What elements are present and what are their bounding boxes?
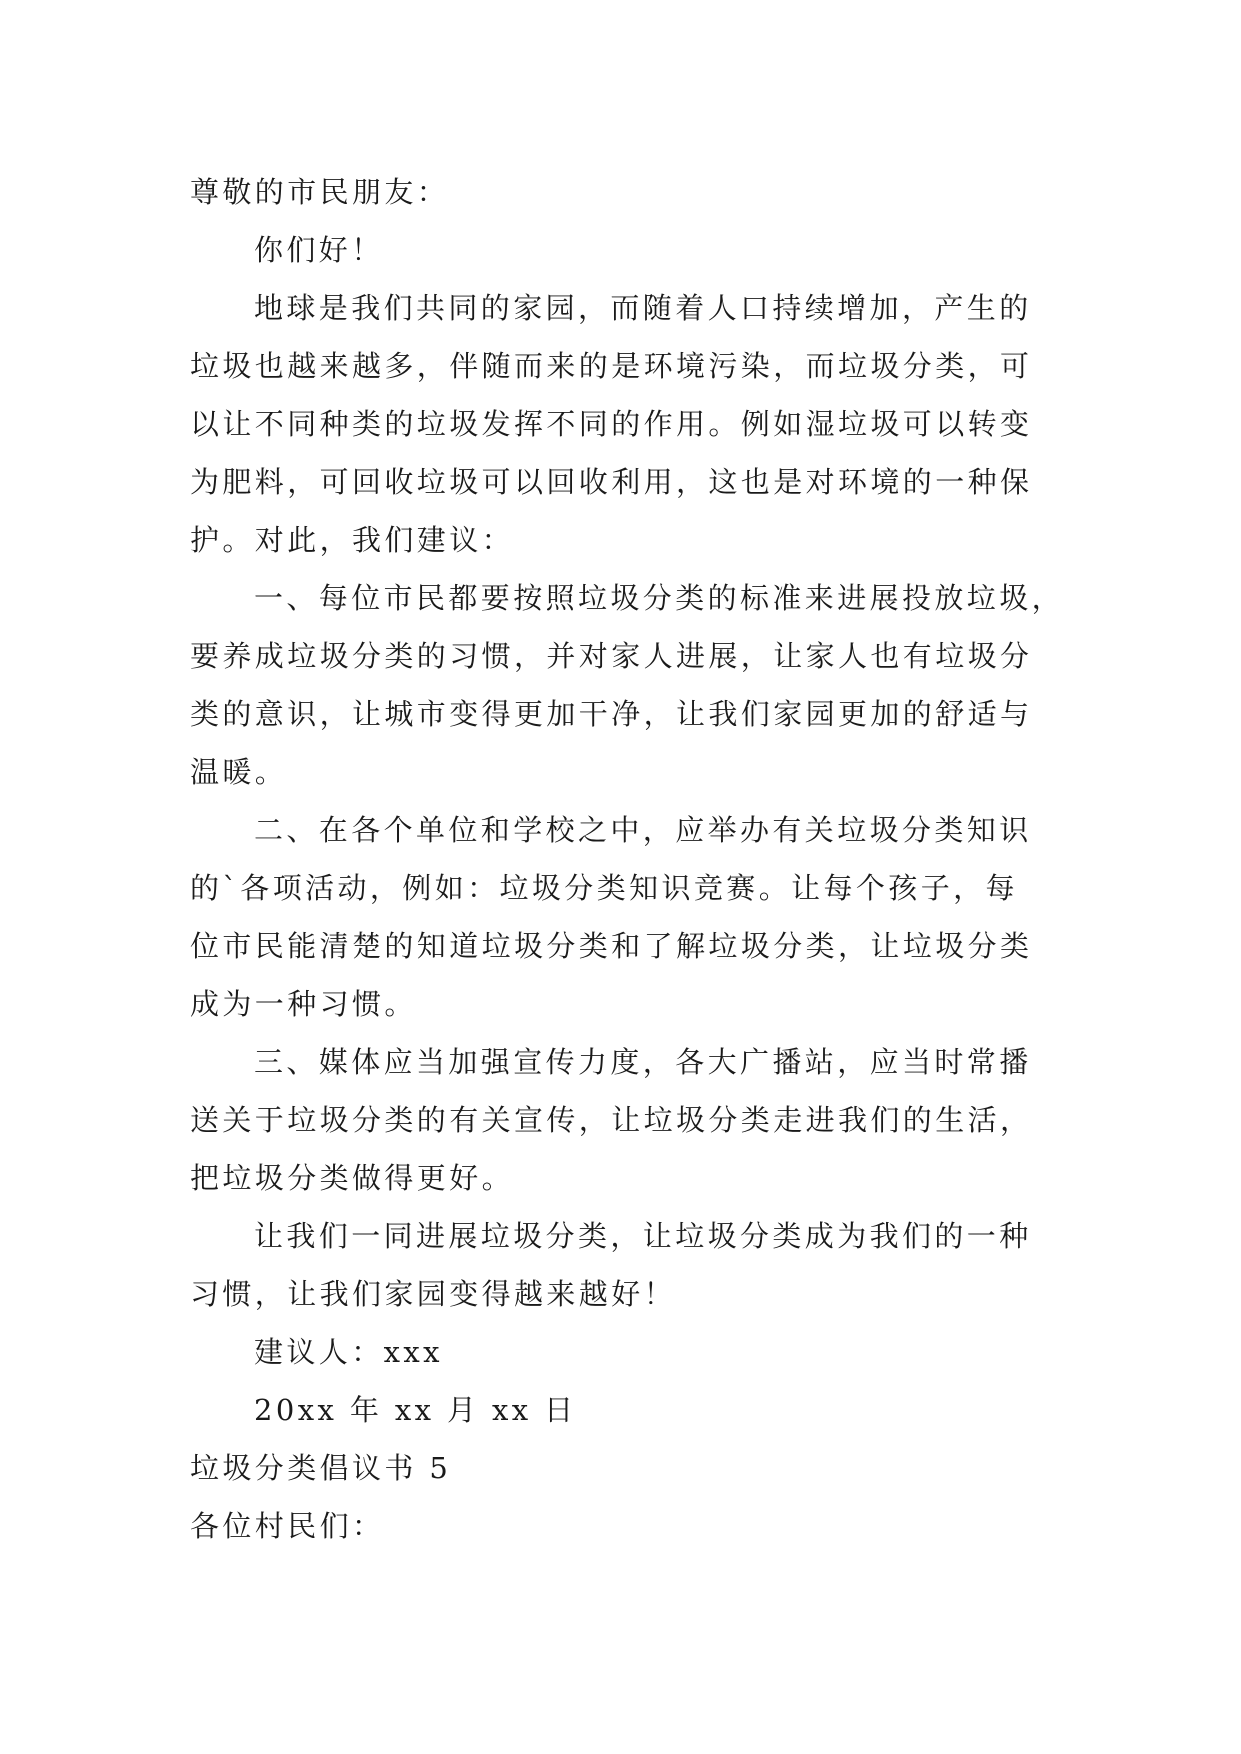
paragraph-suggestion-1 bbox=[190, 569, 1065, 801]
paragraph-line: 位市民能清楚的知道垃圾分类和了解垃圾分类，让垃圾分类 bbox=[190, 929, 1033, 963]
paragraph-line: 让我们一同进展垃圾分类，让垃圾分类成为我们的一种 bbox=[254, 1219, 1032, 1253]
paragraph-line: 为肥料，可回收垃圾可以回收利用，这也是对环境的一种保 bbox=[190, 465, 1033, 499]
paragraph-line: 三、媒体应当加强宣传力度，各大广播站，应当时常播 bbox=[254, 1045, 1032, 1079]
paragraph-suggestion-3 bbox=[190, 1033, 1050, 1207]
paragraph-line: 把垃圾分类做得更好。 bbox=[190, 1161, 515, 1195]
paragraph-line: 以让不同种类的垃圾发挥不同的作用。例如湿垃圾可以转变 bbox=[190, 407, 1033, 441]
paragraph-line: 二、在各个单位和学校之中，应举办有关垃圾分类知识 bbox=[254, 813, 1032, 847]
signature: 建议人：xxx bbox=[254, 1335, 443, 1369]
greeting: 尊敬的市民朋友： bbox=[190, 175, 450, 209]
paragraph-line: 送关于垃圾分类的有关宣传，让垃圾分类走进我们的生活， bbox=[190, 1103, 1033, 1137]
paragraph-line: 类的意识，让城市变得更加干净，让我们家园更加的舒适与 bbox=[190, 697, 1033, 731]
paragraph-line: 地球是我们共同的家园，而随着人口持续增加，产生的 bbox=[254, 291, 1032, 325]
paragraph-line: 的`各项活动，例如：垃圾分类知识竞赛。让每个孩子，每 bbox=[190, 871, 1018, 905]
next-section-title: 垃圾分类倡议书 5 bbox=[190, 1451, 452, 1485]
paragraph-intro bbox=[190, 279, 1050, 569]
paragraph-line: 一、每位市民都要按照垃圾分类的标准来进展投放垃圾， bbox=[254, 581, 1065, 615]
paragraph-closing bbox=[190, 1207, 1050, 1323]
next-section-greeting: 各位村民们： bbox=[190, 1509, 385, 1543]
paragraph-line: 要养成垃圾分类的习惯，并对家人进展，让家人也有垃圾分 bbox=[190, 639, 1033, 673]
salutation: 你们好！ bbox=[254, 233, 384, 267]
paragraph-line: 垃圾也越来越多，伴随而来的是环境污染，而垃圾分类，可 bbox=[190, 349, 1033, 383]
paragraph-suggestion-2 bbox=[190, 801, 1050, 1033]
paragraph-line: 成为一种习惯。 bbox=[190, 987, 417, 1021]
date: 20xx 年 xx 月 xx 日 bbox=[254, 1393, 577, 1427]
paragraph-line: 护。对此，我们建议： bbox=[190, 523, 515, 557]
paragraph-line: 温暖。 bbox=[190, 755, 288, 789]
document-body bbox=[190, 163, 1065, 1555]
paragraph-line: 习惯，让我们家园变得越来越好！ bbox=[190, 1277, 677, 1311]
